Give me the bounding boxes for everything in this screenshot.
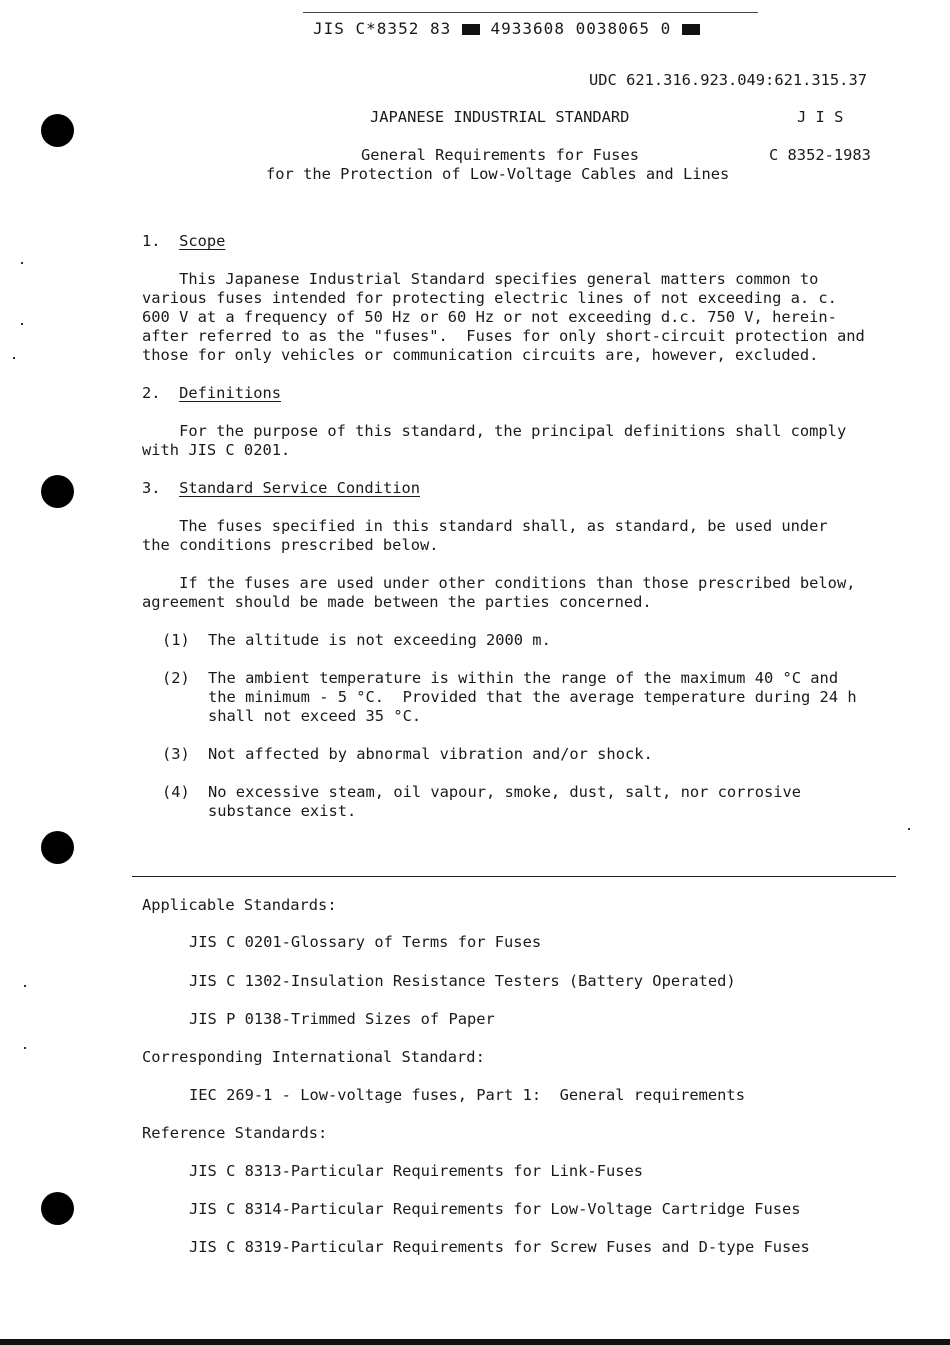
footnote-divider [132,876,896,877]
jis-mark: J I S [797,108,844,126]
title-line-1: General Requirements for Fuses [361,146,639,164]
section-1-heading [142,232,225,251]
text-line: For the purpose of this standard, the principal definitions shall comply [142,422,847,440]
section-number: 1. [142,232,161,250]
item-number: (4) [162,783,190,801]
scan-speck [13,357,15,359]
punch-hole [41,114,74,147]
scan-speck [908,828,910,830]
text-line: after referred to as the "fuses". Fuses for only short-circuit protection and [142,327,865,345]
text-line: shall not exceed 35 °C. [208,707,422,725]
section-1-paragraph [142,270,865,365]
standard-body: JAPANESE INDUSTRIAL STANDARD [370,108,630,126]
applicable-standard-item: JIS P 0138-Trimmed Sizes of Paper [189,1010,495,1028]
reference-standard-item: JIS C 8314-Particular Requirements for Low-Voltage Cartridge Fuses [189,1200,801,1218]
section-title: Scope [179,232,226,250]
section-title: Definitions [179,384,282,402]
reference-standards-heading: Reference Standards: [142,1124,328,1142]
document-code-part1: JIS C*8352 83 [313,19,452,38]
title-line-2: for the Protection of Low-Voltage Cables and Lines [266,165,730,183]
udc-number: UDC 621.316.923.049:621.315.37 [589,71,867,89]
text-line: This Japanese Industrial Standard specifies general matters common to [142,270,819,288]
item-number: (1) [162,631,190,649]
text-line: with JIS C 0201. [142,441,291,459]
black-block-mark [682,24,700,35]
text-line: those for only vehicles or communication circuits are, however, excluded. [142,346,819,364]
punch-hole [41,1192,74,1225]
header-rule [303,12,758,13]
section-number: 3. [142,479,161,497]
section-3-paragraph-1 [142,517,828,555]
item-number: (3) [162,745,190,763]
text-line: 600 V at a frequency of 50 Hz or 60 Hz or not exceeding d.c. 750 V, herein- [142,308,837,326]
applicable-standards-heading: Applicable Standards: [142,896,337,914]
punch-hole [41,475,74,508]
text-line: the conditions prescribed below. [142,536,439,554]
section-2-paragraph [142,422,846,460]
condition-item [208,783,801,821]
scan-bottom-edge [0,1339,950,1345]
reference-standard-item: JIS C 8313-Particular Requirements for Link-Fuses [189,1162,644,1180]
scan-speck [21,262,23,264]
scan-speck [24,985,26,987]
scan-speck [24,1047,26,1049]
item-number: (2) [162,669,190,687]
international-standard-item: IEC 269-1 - Low-voltage fuses, Part 1: General requirements [189,1086,745,1104]
section-3-paragraph-2 [142,574,855,612]
condition-item [208,631,551,650]
punch-hole [41,831,74,864]
reference-standard-item: JIS C 8319-Particular Requirements for Screw Fuses and D-type Fuses [189,1238,810,1256]
text-line: agreement should be made between the parties concerned. [142,593,652,611]
standard-number: C 8352-1983 [769,146,871,164]
condition-item [208,745,653,764]
text-line: The fuses specified in this standard shall, as standard, be used under [142,517,828,535]
applicable-standard-item: JIS C 0201-Glossary of Terms for Fuses [189,933,542,951]
text-line: No excessive steam, oil vapour, smoke, dust, salt, nor corrosive [208,783,802,801]
document-code-line [313,19,700,38]
black-block-mark [462,24,480,35]
section-2-heading [142,384,281,403]
applicable-standard-item: JIS C 1302-Insulation Resistance Testers (Battery Operated) [189,972,736,990]
section-number: 2. [142,384,161,402]
document-code-part2: 4933608 0038065 0 [490,19,672,38]
section-3-heading [142,479,420,498]
text-line: If the fuses are used under other conditions than those prescribed below, [142,574,856,592]
condition-item [208,669,857,726]
text-line: various fuses intended for protecting electric lines of not exceeding a. c. [142,289,837,307]
text-line: The ambient temperature is within the range of the maximum 40 °C and [208,669,839,687]
section-title: Standard Service Condition [179,479,421,497]
text-line: substance exist. [208,802,357,820]
text-line: The altitude is not exceeding 2000 m. [208,631,551,649]
text-line: the minimum - 5 °C. Provided that the average temperature during 24 h [208,688,857,706]
international-standard-heading: Corresponding International Standard: [142,1048,485,1066]
scan-speck [21,323,23,325]
text-line: Not affected by abnormal vibration and/or shock. [208,745,653,763]
